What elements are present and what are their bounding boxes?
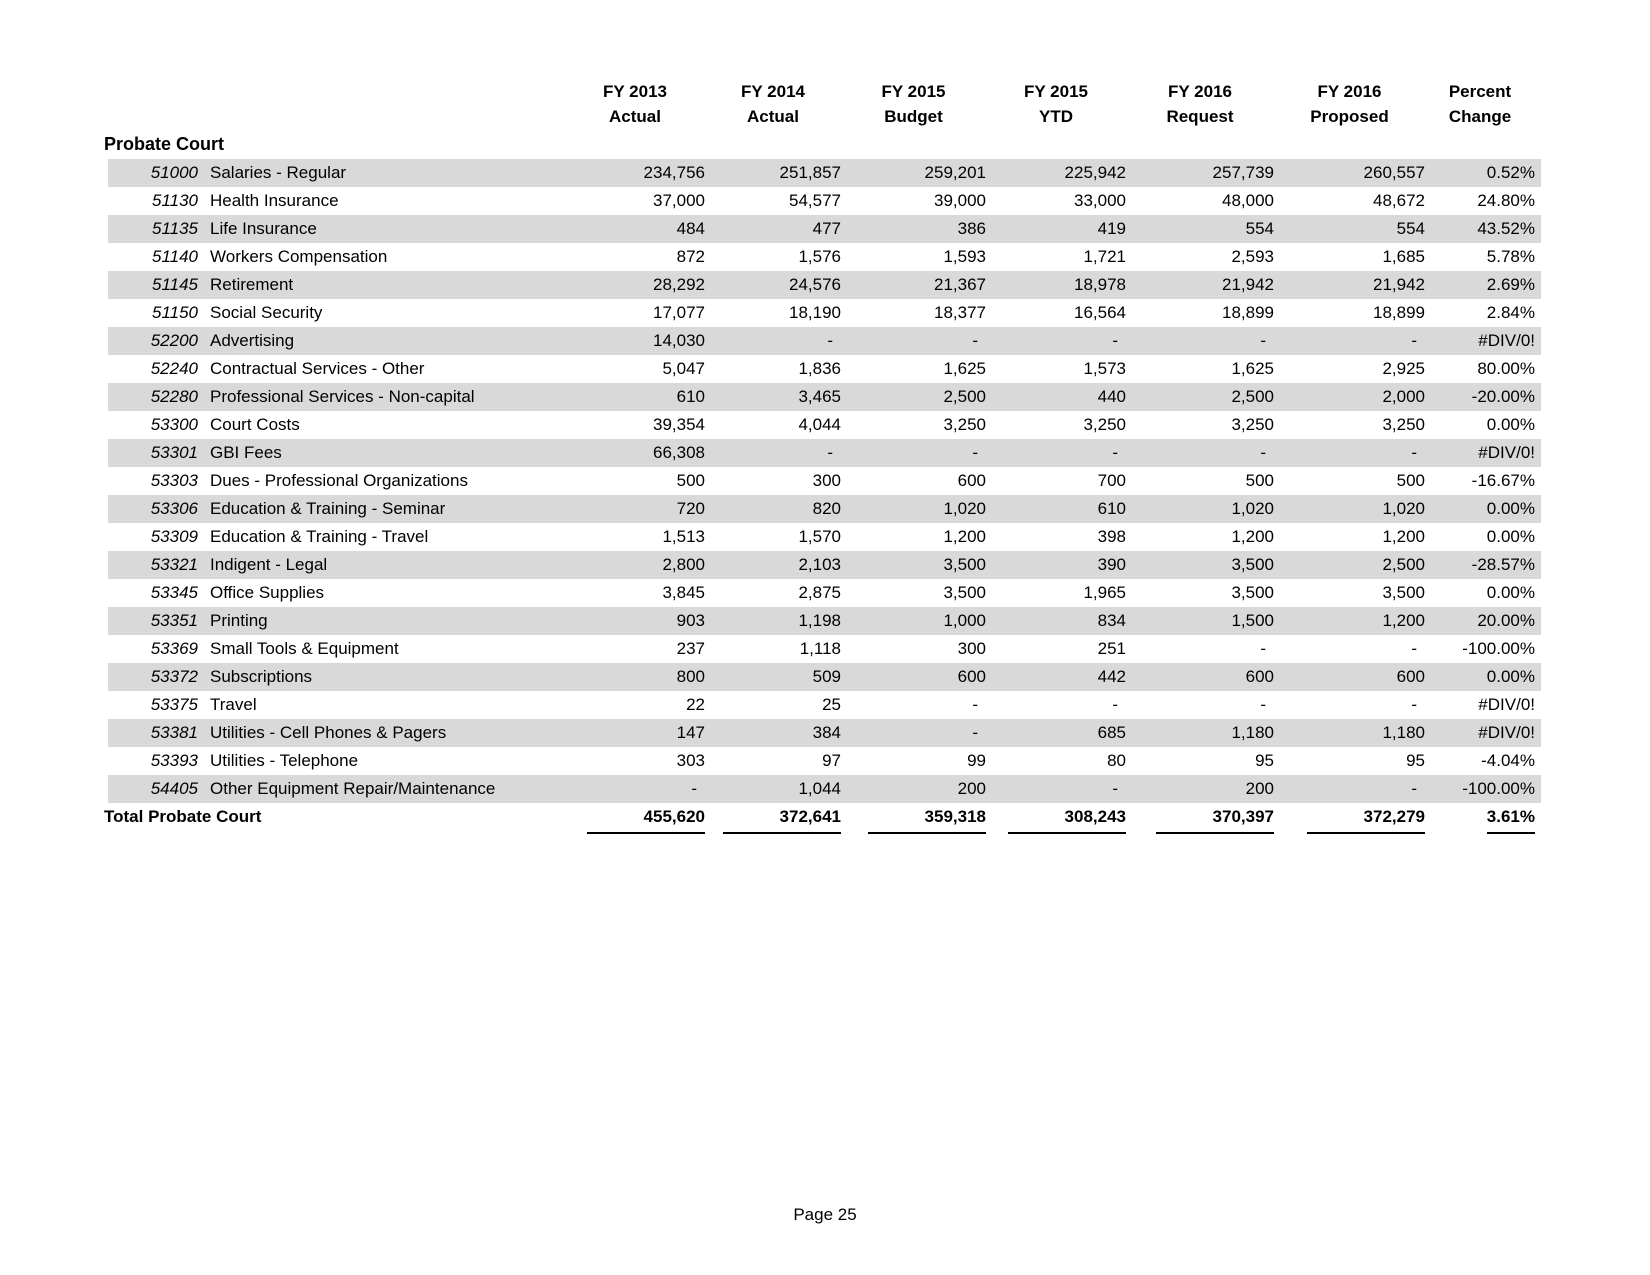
value-cell: 39,354 [653,415,705,434]
row-label-zone [108,327,565,355]
account-label: Other Equipment Repair/Maintenance [210,779,496,798]
table-body [104,159,1541,803]
value-cell: 300 [957,639,986,658]
account-label: Dues - Professional Organizations [210,471,468,490]
value-cell: 600 [1245,667,1274,686]
value-cell: - [827,443,833,462]
table-row [108,635,1541,663]
table-row [108,691,1541,719]
account-label: Contractual Services - Other [210,359,425,378]
value-cell: 685 [1097,723,1126,742]
value-cell: 1,020 [1382,499,1425,518]
value-cell: 5.78% [1486,247,1535,266]
column-header-line1: FY 2016 [1317,82,1382,101]
value-cell: 2,925 [1382,359,1425,378]
account-code: 51135 [151,219,198,238]
value-cell: 0.00% [1486,415,1535,434]
row-label-zone [108,635,565,663]
value-cell: 21,367 [934,275,986,294]
row-label-zone [108,607,565,635]
value-cell: 22 [686,695,705,714]
value-cell: 610 [1097,499,1126,518]
value-cell: 3,500 [1382,583,1425,602]
value-cell: 237 [676,639,705,658]
account-label: Education & Training - Travel [210,527,429,546]
page-footer: Page 25 [793,1205,857,1224]
value-cell: 18,377 [934,303,986,322]
column-header [1425,79,1541,129]
value-cell: - [1260,695,1266,714]
value-cell: 37,000 [653,191,705,210]
value-cell: 500 [676,471,705,490]
value-cell: 18,899 [1373,303,1425,322]
row-label-zone [108,355,565,383]
account-code: 51130 [151,191,198,210]
value-cell: 1,685 [1382,247,1425,266]
account-code: 53303 [150,471,198,490]
row-label-zone [108,187,565,215]
column-header [565,79,705,129]
table-row [108,495,1541,523]
account-code: 53375 [150,695,198,714]
row-label-zone [108,523,565,551]
account-label: Workers Compensation [210,247,388,266]
value-cell: 3,250 [1382,415,1425,434]
column-header-line1: FY 2013 [603,82,667,101]
value-cell: 2.69% [1486,275,1535,294]
value-cell: 3,500 [1231,583,1274,602]
value-cell: 18,899 [1222,303,1274,322]
value-cell: -4.04% [1481,751,1535,770]
table-row [108,355,1541,383]
value-cell: 1,513 [662,527,705,546]
value-cell: 903 [676,611,705,630]
total-underlined-value: 370,397 [1156,805,1274,834]
table-row [108,159,1541,187]
value-cell: 4,044 [798,415,841,434]
value-cell: 2,500 [1231,387,1274,406]
value-cell: -20.00% [1471,387,1535,406]
row-label-zone [108,495,565,523]
value-cell: 3,465 [798,387,841,406]
column-header-line2: Request [1166,107,1234,126]
value-cell: - [972,695,978,714]
value-cell: 80.00% [1477,359,1535,378]
value-cell: 700 [1097,471,1126,490]
table-row [108,243,1541,271]
account-label: Office Supplies [210,583,325,602]
value-cell: - [1411,639,1417,658]
value-cell: 1,000 [943,611,986,630]
table-row [108,327,1541,355]
value-cell: - [1411,695,1417,714]
column-header [1126,79,1274,129]
value-cell: 2,875 [798,583,841,602]
value-cell: 720 [676,499,705,518]
value-cell: 1,180 [1382,723,1425,742]
value-cell: 1,836 [798,359,841,378]
value-cell: - [972,331,978,350]
account-code: 52200 [150,331,198,350]
value-cell: 259,201 [924,163,986,182]
row-label-zone [108,383,565,411]
value-cell: 17,077 [653,303,705,322]
value-cell: 440 [1097,387,1126,406]
account-code: 53321 [150,555,198,574]
account-code: 53351 [150,611,198,630]
value-cell: 1,200 [1382,527,1425,546]
account-label: Health Insurance [210,191,339,210]
value-cell: 1,180 [1231,723,1274,742]
total-label: Total Probate Court [104,807,262,826]
value-cell: 2,103 [798,555,841,574]
value-cell: 1,198 [798,611,841,630]
row-label-zone [108,747,565,775]
table-row [108,439,1541,467]
value-cell: 419 [1097,219,1126,238]
table-row [108,215,1541,243]
row-label-zone [108,579,565,607]
value-cell: 303 [676,751,705,770]
account-code: 53345 [150,583,198,602]
value-cell: 1,020 [1231,499,1274,518]
row-label-zone [108,243,565,271]
value-cell: 54,577 [789,191,841,210]
value-cell: 21,942 [1373,275,1425,294]
row-label-zone [108,439,565,467]
value-cell: 2.84% [1486,303,1535,322]
value-cell: 300 [812,471,841,490]
table-row [108,607,1541,635]
account-label: GBI Fees [210,443,282,462]
value-cell: 200 [957,779,986,798]
value-cell: 0.52% [1486,163,1535,182]
value-cell: 25 [822,695,841,714]
value-cell: -28.57% [1471,555,1535,574]
account-code: 53306 [150,499,198,518]
total-underlined-value: 359,318 [868,805,986,834]
table-row [108,467,1541,495]
value-cell: 1,625 [943,359,986,378]
value-cell: 0.00% [1486,667,1535,686]
value-cell: -100.00% [1462,639,1535,658]
account-label: Life Insurance [210,219,317,238]
row-label-zone [108,775,565,803]
column-header [841,79,986,129]
total-underlined-value: 308,243 [1008,805,1126,834]
column-header-line2: Actual [747,107,799,126]
value-cell: - [1411,331,1417,350]
account-code: 53372 [150,667,198,686]
value-cell: 800 [676,667,705,686]
account-label: Subscriptions [210,667,313,686]
row-label-zone [108,411,565,439]
value-cell: 398 [1097,527,1126,546]
total-value-cell [565,805,705,839]
table-row [108,187,1541,215]
column-header-line1: FY 2015 [1024,82,1088,101]
total-value-cell [1274,805,1425,839]
value-cell: 99 [967,751,986,770]
account-label: Professional Services - Non-capital [210,387,475,406]
column-header-line2: Actual [609,107,661,126]
row-label-zone [108,691,565,719]
account-label: Retirement [210,275,294,294]
value-cell: 21,942 [1222,275,1274,294]
value-cell: 1,118 [799,639,841,658]
value-cell: 200 [1245,779,1274,798]
account-code: 52240 [150,359,198,378]
value-cell: - [1112,443,1118,462]
value-cell: 251,857 [779,163,841,182]
column-header-line2: Change [1448,107,1512,126]
column-header [1274,79,1425,129]
account-label: Small Tools & Equipment [210,639,399,658]
value-cell: 500 [1396,471,1425,490]
value-cell: 600 [957,471,986,490]
value-cell: 3,500 [1231,555,1274,574]
column-header-line1: FY 2015 [881,82,946,101]
value-cell: 2,500 [1382,555,1425,574]
value-cell: - [1411,779,1417,798]
value-cell: 554 [1245,219,1274,238]
value-cell: 1,625 [1231,359,1274,378]
account-code: 53393 [150,751,198,770]
column-header-line2: Proposed [1310,107,1389,126]
account-code: 53381 [150,723,198,742]
value-cell: 477 [812,219,841,238]
value-cell: 1,576 [798,247,841,266]
table-row [108,719,1541,747]
value-cell: 872 [676,247,705,266]
row-label-zone [108,467,565,495]
account-code: 51150 [151,303,198,322]
total-value-cell [705,805,841,839]
value-cell: 5,047 [662,359,705,378]
total-underlined-value: 372,279 [1307,805,1425,834]
value-cell: 1,200 [1382,611,1425,630]
value-cell: - [827,331,833,350]
value-cell: 24.80% [1477,191,1535,210]
table-row [108,271,1541,299]
value-cell: 600 [1396,667,1425,686]
column-header-line1: FY 2014 [741,82,805,101]
value-cell: 225,942 [1064,163,1126,182]
column-header [986,79,1126,129]
row-label-zone [108,299,565,327]
row-label-zone [108,215,565,243]
table-row [108,523,1541,551]
value-cell: 24,576 [789,275,841,294]
value-cell: 1,965 [1083,583,1126,602]
value-cell: 1,570 [798,527,841,546]
account-code: 53369 [150,639,198,658]
value-cell: - [1260,443,1266,462]
total-row [104,803,1541,839]
total-underlined-value: 3.61% [1487,805,1535,834]
account-code: 54405 [150,779,198,798]
value-cell: 1,593 [943,247,986,266]
value-cell: 390 [1097,555,1126,574]
value-cell: 16,564 [1074,303,1126,322]
account-label: Indigent - Legal [210,555,328,574]
value-cell: 3,500 [943,583,986,602]
account-label: Utilities - Cell Phones & Pagers [210,723,447,742]
total-value-cell [841,805,986,839]
value-cell: 48,672 [1373,191,1425,210]
value-cell: 820 [812,499,841,518]
value-cell: 509 [812,667,841,686]
value-cell: 48,000 [1222,191,1274,210]
value-cell: 1,200 [1231,527,1274,546]
column-header [705,79,841,129]
table-row [108,775,1541,803]
column-header-line2: Budget [884,107,943,126]
value-cell: 3,250 [1231,415,1274,434]
value-cell: #DIV/0! [1478,443,1535,462]
value-cell: 95 [1255,751,1274,770]
column-header-line1: Percent [1448,82,1512,101]
value-cell: #DIV/0! [1478,331,1535,350]
value-cell: 3,250 [1083,415,1126,434]
total-underlined-value: 372,641 [723,805,841,834]
value-cell: - [1112,695,1118,714]
account-code: 53301 [150,443,198,462]
account-label: Travel [210,695,257,714]
value-cell: -16.67% [1471,471,1535,490]
column-header-line1: FY 2016 [1168,82,1232,101]
account-label: Social Security [210,303,323,322]
value-cell: 1,044 [798,779,841,798]
value-cell: 600 [957,667,986,686]
value-cell: - [691,779,697,798]
account-code: 51140 [151,247,198,266]
value-cell: 442 [1097,667,1126,686]
account-label: Salaries - Regular [210,163,347,182]
value-cell: 3,250 [943,415,986,434]
value-cell: 33,000 [1074,191,1126,210]
value-cell: 3,500 [943,555,986,574]
row-label-zone [108,719,565,747]
total-value-cell [986,805,1126,839]
value-cell: 43.52% [1477,219,1535,238]
value-cell: 2,593 [1231,247,1274,266]
value-cell: 386 [957,219,986,238]
total-underlined-value: 455,620 [587,805,705,834]
table-row [108,411,1541,439]
row-label-zone [108,271,565,299]
value-cell: 28,292 [653,275,705,294]
row-label-zone [108,159,565,187]
budget-sheet [104,0,1541,839]
value-cell: 1,573 [1083,359,1126,378]
value-cell: 1,500 [1231,611,1274,630]
table-row [108,299,1541,327]
value-cell: 610 [676,387,705,406]
account-code: 52280 [150,387,198,406]
value-cell: 484 [676,219,705,238]
account-label: Advertising [210,331,295,350]
table-row [108,383,1541,411]
account-code: 51145 [151,275,198,294]
table-row [108,663,1541,691]
value-cell: 0.00% [1486,499,1535,518]
value-cell: 80 [1107,751,1126,770]
value-cell: 18,978 [1074,275,1126,294]
value-cell: 260,557 [1363,163,1425,182]
value-cell: 18,190 [789,303,841,322]
value-cell: - [1112,779,1118,798]
value-cell: - [1260,331,1266,350]
account-label: Education & Training - Seminar [210,499,446,518]
value-cell: - [972,443,978,462]
value-cell: 384 [812,723,841,742]
value-cell: 0.00% [1486,527,1535,546]
total-value-cell [1425,805,1541,839]
value-cell: - [1112,331,1118,350]
value-cell: - [972,723,978,742]
value-cell: 1,020 [943,499,986,518]
value-cell: 1,721 [1083,247,1126,266]
total-value-cell [1126,805,1274,839]
column-header-line2: YTD [1039,107,1073,126]
row-label-zone [108,663,565,691]
value-cell: -100.00% [1462,779,1535,798]
value-cell: 3,845 [662,583,705,602]
value-cell: 97 [822,751,841,770]
value-cell: 20.00% [1477,611,1535,630]
value-cell: 66,308 [653,443,705,462]
account-code: 51000 [150,163,198,182]
table-row [108,579,1541,607]
value-cell: 257,739 [1212,163,1274,182]
value-cell: 1,200 [943,527,986,546]
account-code: 53300 [150,415,198,434]
account-label: Court Costs [210,415,300,434]
value-cell: #DIV/0! [1478,695,1535,714]
value-cell: 39,000 [934,191,986,210]
value-cell: - [1411,443,1417,462]
value-cell: 0.00% [1486,583,1535,602]
table-row [108,551,1541,579]
account-label: Utilities - Telephone [210,751,359,770]
value-cell: 2,000 [1382,387,1425,406]
value-cell: 2,500 [943,387,986,406]
account-code: 53309 [150,527,198,546]
value-cell: #DIV/0! [1478,723,1535,742]
value-cell: 251 [1097,639,1126,658]
value-cell: 234,756 [643,163,705,182]
table-row [108,747,1541,775]
value-cell: 14,030 [653,331,705,350]
value-cell: - [1260,639,1266,658]
value-cell: 2,800 [662,555,705,574]
value-cell: 500 [1245,471,1274,490]
value-cell: 554 [1396,219,1425,238]
value-cell: 95 [1406,751,1425,770]
row-label-zone [108,551,565,579]
value-cell: 834 [1097,611,1126,630]
table-header-row [565,79,1541,129]
page-title: Probate Court [104,134,225,154]
account-label: Printing [210,611,268,630]
value-cell: 147 [676,723,705,742]
